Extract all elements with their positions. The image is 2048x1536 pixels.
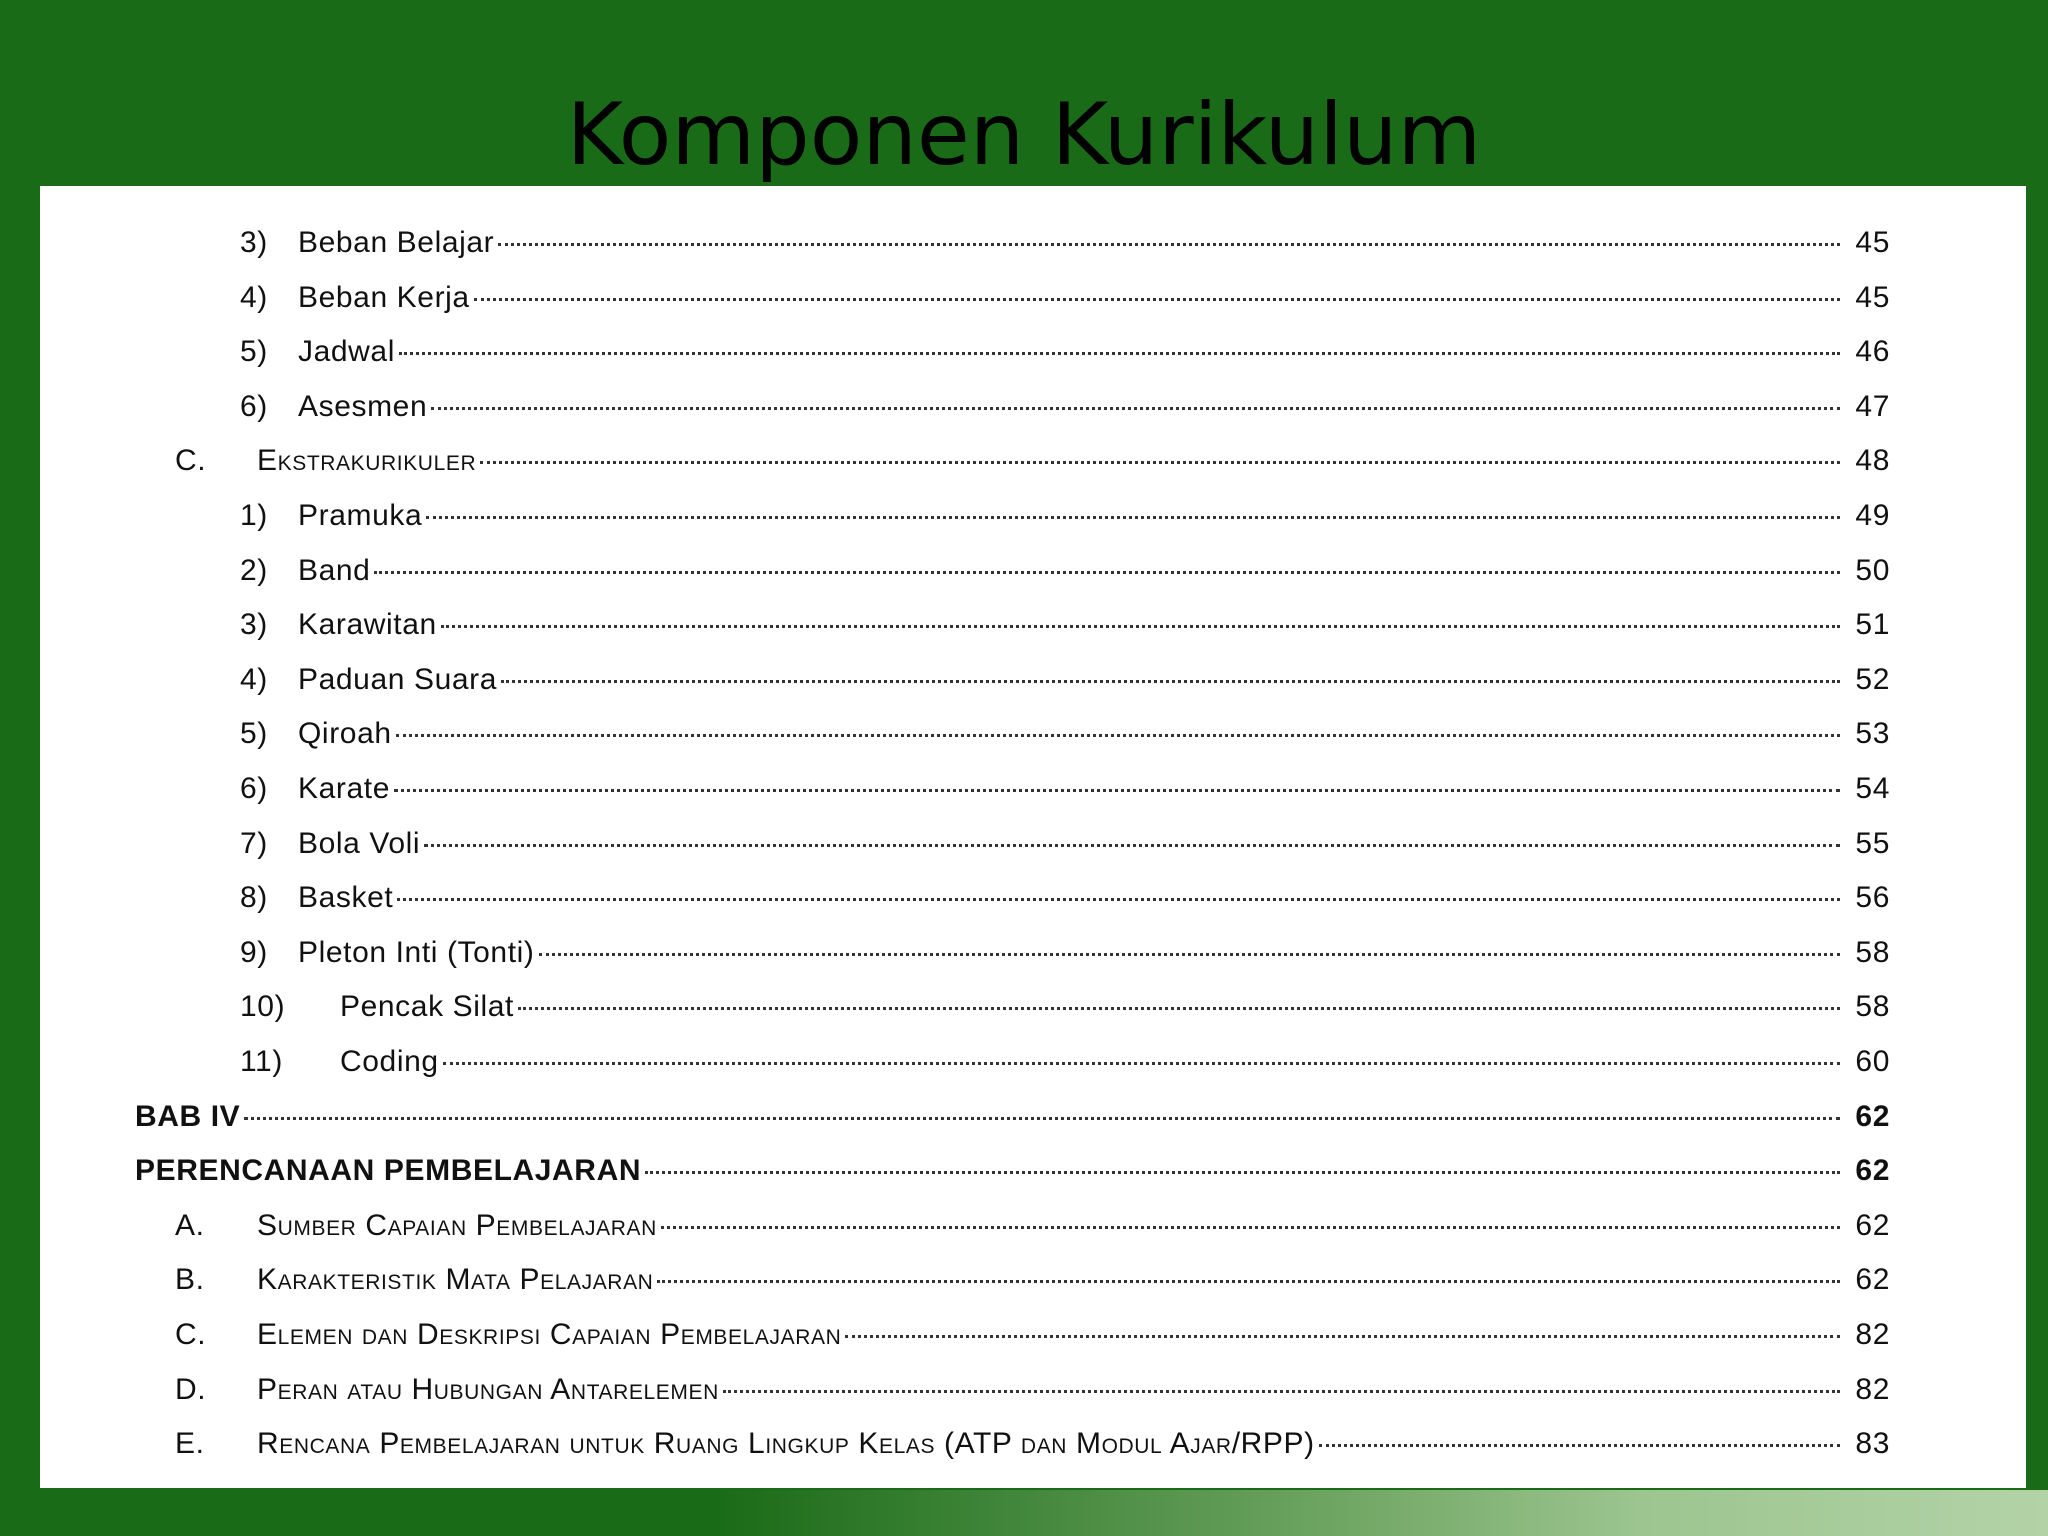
dot-leader [426,516,1840,519]
dot-leader [645,1171,1840,1174]
toc-entry-page-number: 46 [1855,335,1890,369]
toc-entry-number: 5) [240,717,268,751]
toc-entry-label: Peran atau Hubungan Antarelemen [257,1372,719,1406]
toc-entry [40,827,2026,867]
dot-leader [518,1007,1840,1010]
toc-entry [40,1263,2026,1303]
dot-leader [1319,1444,1840,1447]
toc-entry-number: 1) [240,499,268,532]
dot-leader [443,1062,1840,1065]
toc-entry-number: 3) [240,608,268,642]
toc-entry-page-number: 62 [1855,1208,1890,1242]
toc-entry-label: Karawitan [298,608,437,642]
toc-entry [40,881,2026,921]
slide-bottom-gradient [0,1490,2048,1536]
toc-entry-number: A. [175,1208,205,1242]
toc-entry-page-number: 45 [1855,226,1890,259]
toc-entry-page-number: 82 [1855,1372,1890,1406]
toc-entry [40,1427,2026,1467]
toc-entry-number: D. [175,1372,207,1406]
toc-entry-number: 5) [240,335,268,369]
toc-entry [40,1154,2026,1194]
toc-entry-label: Basket [298,881,394,915]
toc-entry [40,772,2026,812]
toc-entry-page-number: 55 [1855,826,1890,860]
toc-entry-label: Pencak Silat [340,990,514,1024]
toc-entry [40,1373,2026,1413]
toc-entry-label: Paduan Suara [298,662,498,696]
toc-entry-page-number: 53 [1855,717,1890,751]
toc-entry-number: 11) [240,1045,283,1078]
toc-entry-number: 7) [240,826,268,860]
toc-entry-label: Bola Voli [298,826,421,860]
dot-leader [723,1390,1840,1393]
toc-entry-page-number: 47 [1855,389,1890,423]
dot-leader [399,352,1840,355]
toc-entry-number: 2) [240,553,268,587]
toc-entry-label: Karakteristik Mata Pelajaran [257,1263,654,1297]
toc-entry-number: E. [175,1427,205,1461]
dot-leader [374,571,1840,574]
dot-leader [480,461,1840,464]
toc-entry-number: C. [175,1318,207,1351]
slide-title: Komponen Kurikulum [566,85,1482,185]
toc-entry-page-number: 54 [1855,772,1890,805]
toc-entry-page-number: 62 [1855,1099,1890,1133]
dot-leader [498,243,1840,246]
toc-entry-page-number: 50 [1855,553,1890,587]
dot-leader [431,407,1840,410]
toc-entry-label: PERENCANAAN PEMBELAJARAN [135,1154,642,1188]
toc-entry-page-number: 52 [1855,662,1890,696]
dot-leader [424,844,1840,847]
toc-entry-page-number: 83 [1855,1427,1890,1461]
toc-entry-label: Karate [298,772,390,805]
toc-entry-page-number: 62 [1855,1263,1890,1297]
toc-entry-label: Asesmen [298,389,428,423]
toc-entry-page-number: 51 [1855,608,1890,642]
toc-entry [40,936,2026,976]
toc-entry-number: 6) [240,389,268,423]
toc-entry [40,1209,2026,1249]
toc-entry [40,663,2026,703]
toc-entry-page-number: 58 [1855,935,1890,969]
toc-entry-page-number: 45 [1855,280,1890,314]
toc-entry-label: Sumber Capaian Pembelajaran [257,1208,657,1242]
toc-entry-number: 4) [240,280,268,314]
dot-leader [474,298,1840,301]
dot-leader [441,625,1840,628]
toc-entry-label: Beban Kerja [298,280,470,314]
toc-entry [40,990,2026,1030]
toc-entry-label: Coding [340,1045,439,1078]
toc-entry-label: Jadwal [298,335,395,369]
toc-entry-number: C. [175,444,207,478]
toc-entry [40,554,2026,594]
toc-entry-label: Beban Belajar [298,226,495,259]
dot-leader [396,734,1840,737]
toc-entry-page-number: 56 [1855,881,1890,915]
toc-entry-label: Rencana Pembelajaran untuk Ruang Lingkup Kelas (ATP dan Modul Ajar/RPP) [257,1427,1315,1461]
toc-entry-number: B. [175,1263,205,1297]
toc-entry-page-number: 49 [1855,499,1890,532]
toc-entry-page-number: 48 [1855,444,1890,478]
toc-entry-page-number: 82 [1855,1318,1890,1351]
dot-leader [661,1226,1840,1229]
toc-entry [40,1318,2026,1358]
toc-entry-label: Qiroah [298,717,392,751]
table-of-contents [40,186,2026,1488]
toc-entry [40,1100,2026,1140]
dot-leader [657,1280,1840,1283]
toc-entry-number: 10) [240,990,286,1024]
dot-leader [539,953,1840,956]
toc-entry-label: Band [298,553,371,587]
dot-leader [845,1335,1840,1338]
toc-entry [40,717,2026,757]
toc-entry [40,608,2026,648]
toc-entry [40,335,2026,375]
toc-entry-number: 4) [240,662,268,696]
toc-entry-number: 6) [240,772,268,805]
dot-leader [394,789,1840,792]
toc-entry-number: 8) [240,881,268,915]
toc-entry-page-number: 60 [1855,1045,1890,1078]
toc-entry-label: Elemen dan Deskripsi Capaian Pembelajaran [257,1318,842,1351]
toc-entry [40,281,2026,321]
toc-entry [40,499,2026,539]
dot-leader [397,898,1840,901]
toc-entry [40,444,2026,484]
dot-leader [501,680,1840,683]
toc-entry-label: Pleton Inti (Tonti) [298,935,535,969]
toc-entry-number: 9) [240,935,268,969]
toc-entry-label: Pramuka [298,499,423,532]
dot-leader [244,1117,1840,1120]
toc-entry [40,1045,2026,1085]
toc-entry-label: BAB IV [135,1099,241,1133]
toc-entry [40,226,2026,266]
toc-entry-page-number: 58 [1855,990,1890,1024]
toc-entry-label: Ekstrakurikuler [257,444,477,478]
toc-entry-number: 3) [240,226,268,259]
toc-entry [40,390,2026,430]
toc-entry-page-number: 62 [1855,1154,1890,1188]
